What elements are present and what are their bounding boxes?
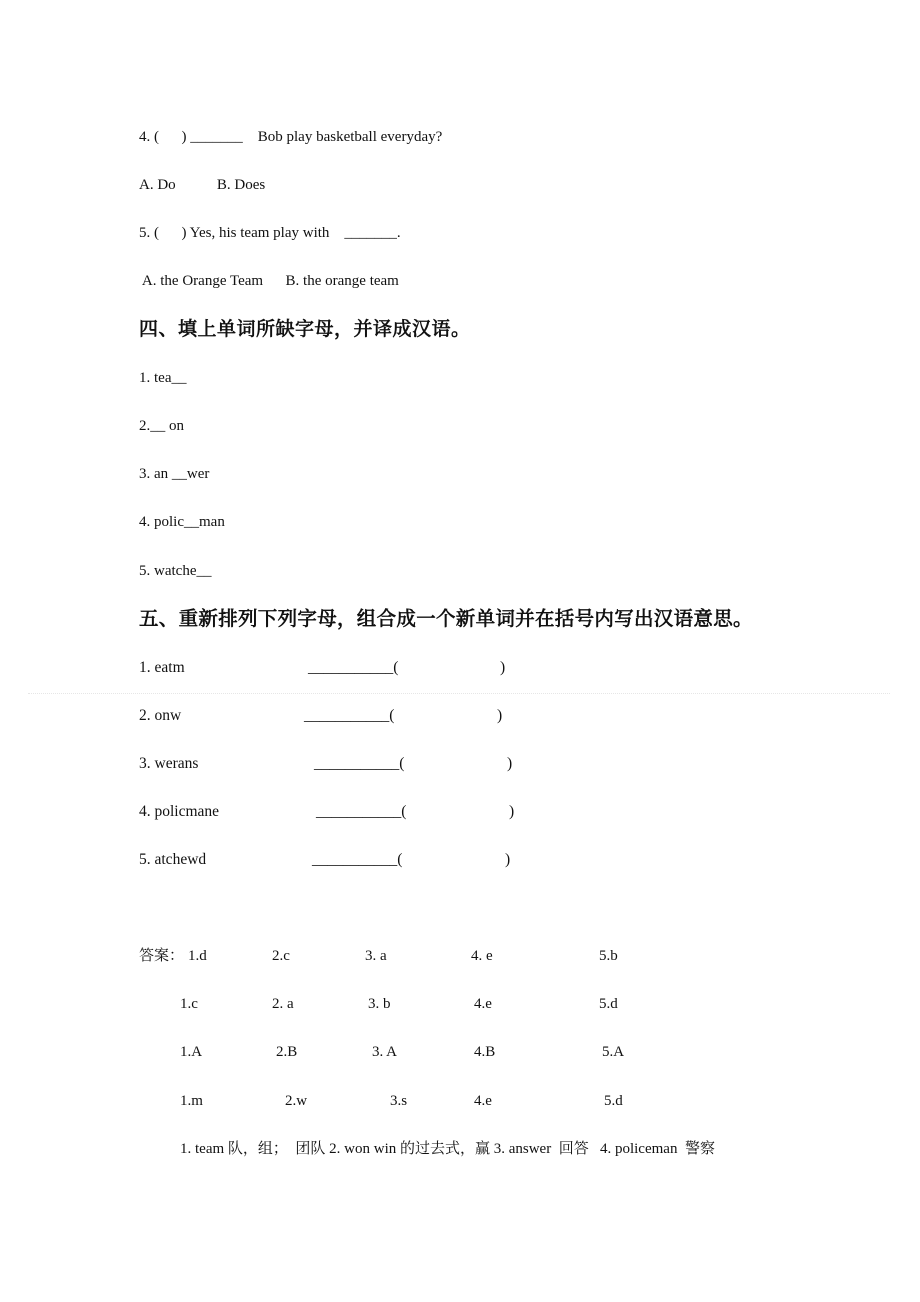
answer-cell: 1.d [188, 948, 207, 964]
scramble-blank: ___________( [308, 659, 399, 676]
answer-cell: 3.s [390, 1093, 408, 1109]
answer-cell: 3. b [368, 996, 391, 1012]
scramble-close: ) [497, 707, 503, 724]
question-5-options: A. the Orange Team B. the orange team [139, 273, 399, 289]
answer-cell: 4.e [474, 1093, 492, 1109]
scramble-blank: ___________( [304, 707, 395, 724]
question-5-stem: 5. ( ) Yes, his team play with _______. [139, 225, 401, 241]
fill-item: 5. watche__ [139, 563, 212, 579]
answer-cell: 4.e [474, 996, 492, 1012]
scramble-close: ) [500, 659, 506, 676]
answer-cell: 3. a [365, 948, 387, 964]
answer-cell: 2.B [276, 1044, 298, 1060]
answer-cell: 5.d [604, 1093, 623, 1109]
scramble-close: ) [505, 851, 511, 868]
scramble-word: 5. atchewd [139, 851, 207, 868]
answer-cell: 5.d [599, 996, 618, 1012]
answer-cell: 3. A [372, 1044, 398, 1060]
answers-label: 答案： [139, 948, 185, 964]
fill-item: 1. tea__ [139, 370, 187, 386]
scramble-blank: ___________( [312, 851, 403, 868]
fill-item: 3. an __wer [139, 466, 210, 482]
answer-cell: 1.m [180, 1093, 203, 1109]
section-4-heading: 四、填上单词所缺字母，并译成汉语。 [139, 318, 471, 340]
question-4-stem: 4. ( ) _______ Bob play basketball everyday? [139, 129, 443, 145]
answer-cell: 1.A [180, 1044, 203, 1060]
answer-cell: 2.w [285, 1093, 308, 1109]
question-4-options: A. Do B. Does [139, 177, 266, 193]
answer-cell: 1.c [180, 996, 198, 1012]
page-break-divider [28, 693, 890, 694]
answer-cell: 4.B [474, 1044, 496, 1060]
scramble-blank: ___________( [314, 755, 405, 772]
answer-cell: 2.c [272, 948, 290, 964]
fill-item: 2.__ on [139, 418, 184, 434]
fill-item: 4. polic__man [139, 514, 225, 530]
scramble-word: 3. werans [139, 755, 199, 772]
section-5-heading: 五、重新排列下列字母，组合成一个新单词并在括号内写出汉语意思。 [139, 607, 753, 630]
answer-cell: 5.A [602, 1044, 625, 1060]
scramble-close: ) [509, 803, 515, 820]
scramble-blank: ___________( [316, 803, 407, 820]
scramble-word: 2. onw [139, 707, 182, 724]
answer-translations: 1. team 队，组； 团队 2. won win 的过去式，赢 3. answer 回答 4. policeman 警察 [180, 1141, 715, 1157]
answer-cell: 4. e [471, 948, 493, 964]
answer-cell: 5.b [599, 948, 618, 964]
scramble-word: 4. policmane [139, 803, 220, 820]
scramble-close: ) [507, 755, 513, 772]
scramble-word: 1. eatm [139, 659, 185, 676]
answer-cell: 2. a [272, 996, 294, 1012]
